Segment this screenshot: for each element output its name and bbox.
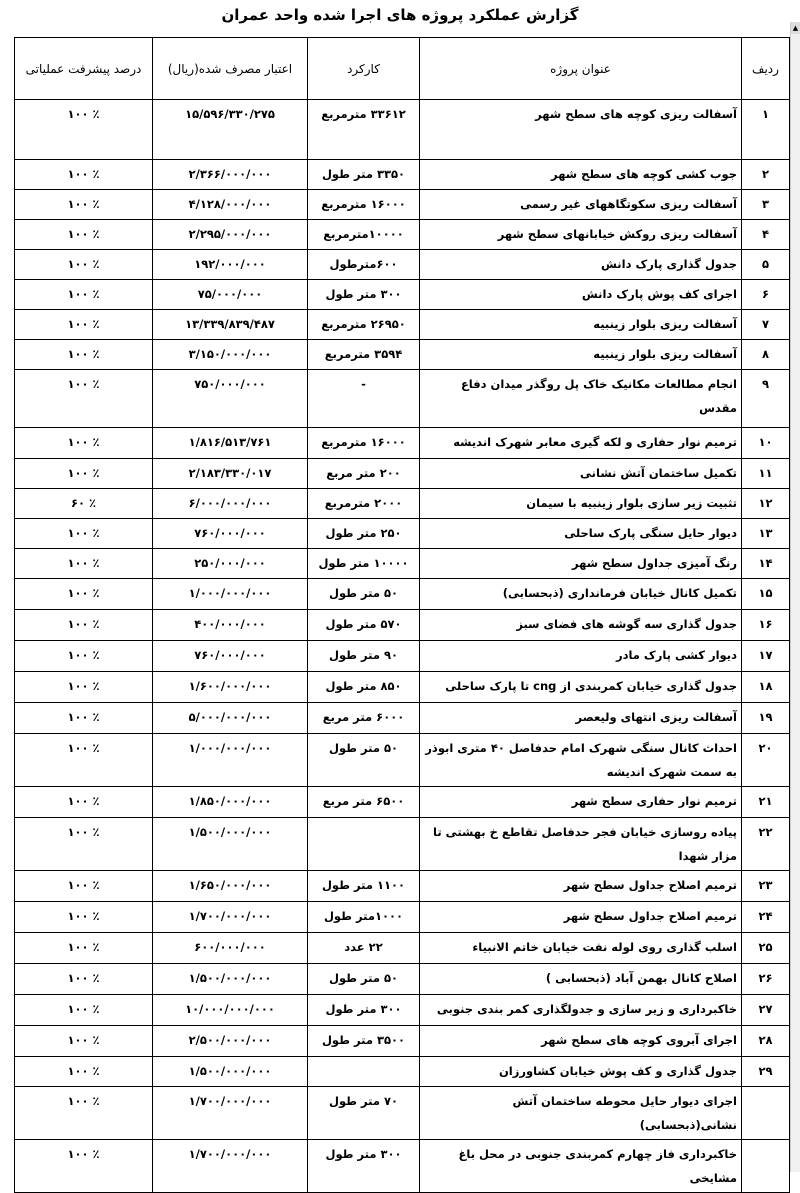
project-title: جدول گذاری و کف پوش خیابان کشاورزان (420, 1057, 742, 1087)
page-title: گزارش عملکرد پروژه های اجرا شده واحد عمران (221, 6, 579, 24)
cost-value: ۲/۲۹۵/۰۰۰/۰۰۰ (153, 220, 308, 250)
project-title: جدول گذاری سه گوشه های فضای سبز (420, 610, 742, 641)
work-amount: ۲۵۰ متر طول (308, 519, 420, 549)
table-row (15, 190, 790, 220)
work-amount: ۳۳۶۱۲ مترمربع (308, 100, 420, 160)
progress-value: ٪ ۱۰۰ (15, 787, 153, 818)
table-row (15, 641, 790, 672)
project-title: آسفالت ریزی روکش خیابانهای سطح شهر (420, 220, 742, 250)
table-row (15, 428, 790, 459)
cost-value: ۷۶۰/۰۰۰/۰۰۰ (153, 641, 308, 672)
work-amount: ۵۰ متر طول (308, 734, 420, 787)
work-amount: ۷۰ متر طول (308, 1087, 420, 1140)
cost-value: ۱۰/۰۰۰/۰۰۰/۰۰۰ (153, 995, 308, 1026)
project-title: ترمیم نوار حفاری و لکه گیری معابر شهرک اندیشه (420, 428, 742, 459)
cost-value: ۱/۸۱۶/۵۱۳/۷۶۱ (153, 428, 308, 459)
row-number: ۷ (742, 310, 790, 340)
cost-value: ۵/۰۰۰/۰۰۰/۰۰۰ (153, 703, 308, 734)
row-number (742, 1140, 790, 1193)
project-title: احداث کانال سنگی شهرک امام حدفاصل ۴۰ متری ابوذر به سمت شهرک اندیشه (420, 734, 742, 787)
progress-value: ٪ ۱۰۰ (15, 871, 153, 902)
projects-table (14, 37, 790, 1193)
work-amount: ۳۰۰ متر طول (308, 995, 420, 1026)
table-row (15, 340, 790, 370)
work-amount (308, 818, 420, 871)
scrollbar[interactable] (790, 22, 800, 1172)
cost-value: ۱/۶۰۰/۰۰۰/۰۰۰ (153, 672, 308, 703)
table-row (15, 933, 790, 964)
table-body (15, 100, 790, 1193)
work-amount: ۱۶۰۰۰ مترمربع (308, 428, 420, 459)
row-number: ۱۳ (742, 519, 790, 549)
progress-value: ٪ ۱۰۰ (15, 995, 153, 1026)
table-row (15, 964, 790, 995)
cost-value: ۶۰۰/۰۰۰/۰۰۰ (153, 933, 308, 964)
row-number: ۱۷ (742, 641, 790, 672)
progress-value: ٪ ۱۰۰ (15, 1140, 153, 1193)
table-header-row (15, 38, 790, 100)
row-number: ۲۴ (742, 902, 790, 933)
progress-value: ٪ ۱۰۰ (15, 610, 153, 641)
table-row (15, 549, 790, 579)
work-amount: ۶۵۰۰ متر مربع (308, 787, 420, 818)
work-amount: ۳۳۵۰ متر طول (308, 160, 420, 190)
cost-value: ۱۵/۵۹۶/۳۳۰/۲۷۵ (153, 100, 308, 160)
work-amount: ۵۰ متر طول (308, 964, 420, 995)
table-row (15, 1026, 790, 1057)
cost-value: ۱/۵۰۰/۰۰۰/۰۰۰ (153, 1057, 308, 1087)
project-title: ترمیم اصلاح جداول سطح شهر (420, 902, 742, 933)
work-amount: ۹۰ متر طول (308, 641, 420, 672)
cost-value: ۴۰۰/۰۰۰/۰۰۰ (153, 610, 308, 641)
progress-value: ٪ ۱۰۰ (15, 250, 153, 280)
project-title: اسلب گذاری روی لوله نفت خیابان خاتم الانبیاء (420, 933, 742, 964)
row-number: ۲۵ (742, 933, 790, 964)
work-amount: ۲۰۰ متر مربع (308, 459, 420, 489)
row-number: ۱۶ (742, 610, 790, 641)
project-title: جدول گذاری پارک دانش (420, 250, 742, 280)
row-number: ۱۱ (742, 459, 790, 489)
row-number: ۱۵ (742, 579, 790, 610)
scroll-up-icon[interactable]: ▲ (792, 24, 799, 32)
work-amount: ۳۵۹۴ مترمربع (308, 340, 420, 370)
progress-value: ٪ ۱۰۰ (15, 340, 153, 370)
row-number: ۱ (742, 100, 790, 160)
table-row (15, 818, 790, 871)
cost-value: ۱۳/۳۳۹/۸۳۹/۴۸۷ (153, 310, 308, 340)
work-amount: ۱۰۰۰۰ متر طول (308, 549, 420, 579)
work-amount: ۸۵۰ متر طول (308, 672, 420, 703)
cost-value: ۱/۵۰۰/۰۰۰/۰۰۰ (153, 964, 308, 995)
project-title: اجرای کف پوش پارک دانش (420, 280, 742, 310)
cost-value: ۷۶۰/۰۰۰/۰۰۰ (153, 519, 308, 549)
progress-value: ٪ ۱۰۰ (15, 519, 153, 549)
table-row (15, 370, 790, 428)
project-title: خاکبرداری و زیر سازی و جدولگذاری کمر بندی جنوبی (420, 995, 742, 1026)
progress-value: ٪ ۱۰۰ (15, 190, 153, 220)
progress-value: ٪ ۱۰۰ (15, 734, 153, 787)
cost-value: ۷۵۰/۰۰۰/۰۰۰ (153, 370, 308, 428)
work-amount: ۳۰۰ متر طول (308, 280, 420, 310)
row-number: ۸ (742, 340, 790, 370)
table-row (15, 280, 790, 310)
project-title: اصلاح کانال بهمن آباد (ذبحسابی ) (420, 964, 742, 995)
cost-value: ۲/۵۰۰/۰۰۰/۰۰۰ (153, 1026, 308, 1057)
col-header-num: ردیف (742, 38, 790, 100)
row-number: ۱۰ (742, 428, 790, 459)
progress-value: ٪ ۱۰۰ (15, 902, 153, 933)
table-row (15, 871, 790, 902)
table-row (15, 610, 790, 641)
row-number: ۱۲ (742, 489, 790, 519)
work-amount: ۳۵۰۰ متر طول (308, 1026, 420, 1057)
cost-value: ۱۹۲/۰۰۰/۰۰۰ (153, 250, 308, 280)
cost-value: ۱/۰۰۰/۰۰۰/۰۰۰ (153, 734, 308, 787)
table-row (15, 160, 790, 190)
table-row (15, 902, 790, 933)
row-number: ۶ (742, 280, 790, 310)
row-number: ۱۹ (742, 703, 790, 734)
row-number: ۲۷ (742, 995, 790, 1026)
cost-value: ۱/۵۰۰/۰۰۰/۰۰۰ (153, 818, 308, 871)
work-amount: ۱۰۰۰۰مترمربع (308, 220, 420, 250)
cost-value: ۲/۳۶۶/۰۰۰/۰۰۰ (153, 160, 308, 190)
table-row (15, 579, 790, 610)
table-row (15, 310, 790, 340)
row-number: ۲۳ (742, 871, 790, 902)
progress-value: ٪ ۱۰۰ (15, 549, 153, 579)
project-title: اجرای دیوار حایل محوطه ساختمان آتش نشانی(ذبحسابی) (420, 1087, 742, 1140)
progress-value: ٪ ۱۰۰ (15, 310, 153, 340)
row-number: ۲۶ (742, 964, 790, 995)
row-number: ۲۰ (742, 734, 790, 787)
table-row (15, 459, 790, 489)
project-title: پیاده روسازی خیابان فجر حدفاصل تقاطع خ بهشتی تا مزار شهدا (420, 818, 742, 871)
col-header-cost: اعتبار مصرف شده(ریال) (153, 38, 308, 100)
table-row (15, 787, 790, 818)
project-title: دیوار حایل سنگی پارک ساحلی (420, 519, 742, 549)
progress-value: ٪ ۱۰۰ (15, 818, 153, 871)
table-row (15, 672, 790, 703)
work-amount: ۱۱۰۰ متر طول (308, 871, 420, 902)
row-number: ۳ (742, 190, 790, 220)
project-title: آسفالت ریزی سکوتگاههای غیر رسمی (420, 190, 742, 220)
progress-value: ٪ ۶۰ (15, 489, 153, 519)
project-title: ترمیم نوار حفاری سطح شهر (420, 787, 742, 818)
table-row (15, 220, 790, 250)
work-amount: ۱۰۰۰متر طول (308, 902, 420, 933)
project-title: آسفالت ریزی بلوار زینبیه (420, 340, 742, 370)
work-amount: ۱۶۰۰۰ مترمربع (308, 190, 420, 220)
row-number: ۲ (742, 160, 790, 190)
cost-value: ۲/۱۸۳/۳۳۰/۰۱۷ (153, 459, 308, 489)
progress-value: ٪ ۱۰۰ (15, 641, 153, 672)
project-title: رنگ آمیزی جداول سطح شهر (420, 549, 742, 579)
cost-value: ۱/۰۰۰/۰۰۰/۰۰۰ (153, 579, 308, 610)
project-title: تکمیل ساختمان آتش نشانی (420, 459, 742, 489)
cost-value: ۱/۶۵۰/۰۰۰/۰۰۰ (153, 871, 308, 902)
row-number: ۲۱ (742, 787, 790, 818)
table-row (15, 1087, 790, 1140)
project-title: ترمیم اصلاح جداول سطح شهر (420, 871, 742, 902)
col-header-progress: درصد پیشرفت عملیاتی (15, 38, 153, 100)
project-title: آسفالت ریزی کوچه های سطح شهر (420, 100, 742, 160)
project-title: انجام مطالعات مکانیک خاک پل روگذر میدان دفاع مقدس (420, 370, 742, 428)
project-title: آسفالت ریزی بلوار زینبیه (420, 310, 742, 340)
col-header-title: عنوان پروژه (420, 38, 742, 100)
row-number: ۱۴ (742, 549, 790, 579)
table-row (15, 995, 790, 1026)
progress-value: ٪ ۱۰۰ (15, 280, 153, 310)
progress-value: ٪ ۱۰۰ (15, 1087, 153, 1140)
progress-value: ٪ ۱۰۰ (15, 579, 153, 610)
cost-value: ۴/۱۲۸/۰۰۰/۰۰۰ (153, 190, 308, 220)
cost-value: ۳/۱۵۰/۰۰۰/۰۰۰ (153, 340, 308, 370)
work-amount (308, 1057, 420, 1087)
work-amount: ۵۰ متر طول (308, 579, 420, 610)
table-row (15, 703, 790, 734)
row-number (742, 1087, 790, 1140)
project-title: تکمیل کانال خیابان فرمانداری (ذبحسابی) (420, 579, 742, 610)
progress-value: ٪ ۱۰۰ (15, 703, 153, 734)
table-row (15, 1140, 790, 1193)
work-amount: ۶۰۰مترطول (308, 250, 420, 280)
work-amount: ۲۲ عدد (308, 933, 420, 964)
project-title: اجرای آبروی کوچه های سطح شهر (420, 1026, 742, 1057)
project-title: جوب کشی کوچه های سطح شهر (420, 160, 742, 190)
project-title: آسفالت ریزی انتهای ولیعصر (420, 703, 742, 734)
table-row (15, 519, 790, 549)
progress-value: ٪ ۱۰۰ (15, 1057, 153, 1087)
row-number: ۲۹ (742, 1057, 790, 1087)
cost-value: ۲۵۰/۰۰۰/۰۰۰ (153, 549, 308, 579)
table-row (15, 100, 790, 160)
project-title: دیوار کشی پارک مادر (420, 641, 742, 672)
table-row (15, 1057, 790, 1087)
progress-value: ٪ ۱۰۰ (15, 160, 153, 190)
project-title: خاکبرداری فاز چهارم کمربندی جنوبی در محل باغ مشایخی (420, 1140, 742, 1193)
work-amount: ۵۷۰ متر طول (308, 610, 420, 641)
row-number: ۲۲ (742, 818, 790, 871)
table-row (15, 734, 790, 787)
row-number: ۲۸ (742, 1026, 790, 1057)
progress-value: ٪ ۱۰۰ (15, 459, 153, 489)
project-title: جدول گذاری خیابان کمربندی از cng تا پارک ساحلی (420, 672, 742, 703)
table-row (15, 250, 790, 280)
progress-value: ٪ ۱۰۰ (15, 220, 153, 250)
progress-value: ٪ ۱۰۰ (15, 428, 153, 459)
table-row (15, 489, 790, 519)
work-amount: ۲۶۹۵۰ مترمربع (308, 310, 420, 340)
work-amount: - (308, 370, 420, 428)
col-header-work: کارکرد (308, 38, 420, 100)
work-amount: ۶۰۰۰ متر مربع (308, 703, 420, 734)
progress-value: ٪ ۱۰۰ (15, 370, 153, 428)
progress-value: ٪ ۱۰۰ (15, 672, 153, 703)
cost-value: ۱/۷۰۰/۰۰۰/۰۰۰ (153, 1087, 308, 1140)
progress-value: ٪ ۱۰۰ (15, 933, 153, 964)
cost-value: ۱/۸۵۰/۰۰۰/۰۰۰ (153, 787, 308, 818)
cost-value: ۱/۷۰۰/۰۰۰/۰۰۰ (153, 902, 308, 933)
progress-value: ٪ ۱۰۰ (15, 100, 153, 160)
row-number: ۴ (742, 220, 790, 250)
row-number: ۹ (742, 370, 790, 428)
cost-value: ۷۵/۰۰۰/۰۰۰ (153, 280, 308, 310)
cost-value: ۱/۷۰۰/۰۰۰/۰۰۰ (153, 1140, 308, 1193)
row-number: ۱۸ (742, 672, 790, 703)
work-amount: ۲۰۰۰ مترمربع (308, 489, 420, 519)
progress-value: ٪ ۱۰۰ (15, 1026, 153, 1057)
cost-value: ۶/۰۰۰/۰۰۰/۰۰۰ (153, 489, 308, 519)
work-amount: ۳۰۰ متر طول (308, 1140, 420, 1193)
progress-value: ٪ ۱۰۰ (15, 964, 153, 995)
row-number: ۵ (742, 250, 790, 280)
project-title: تثبیت زیر سازی بلوار زینبیه با سیمان (420, 489, 742, 519)
